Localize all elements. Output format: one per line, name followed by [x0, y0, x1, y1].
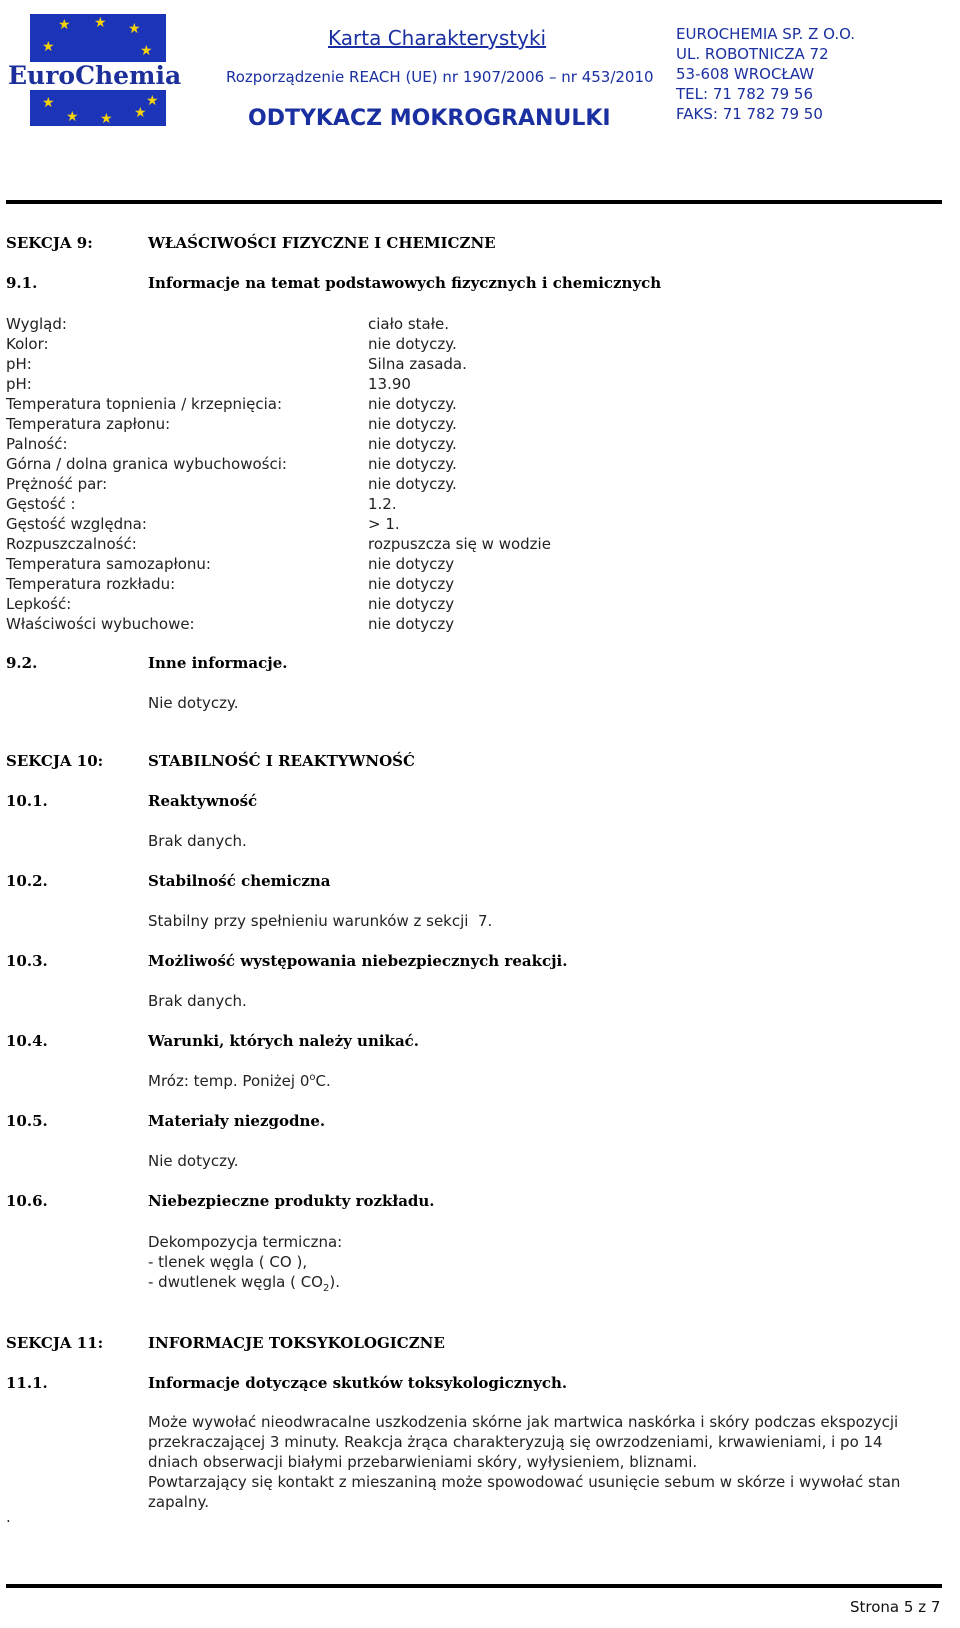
- decomposition-line: - dwutlenek węgla ( $CO_2$).: [148, 1273, 340, 1294]
- subsection-10-6-text: [148, 1232, 342, 1299]
- subsection-10-1-number: 10.1.: [6, 792, 48, 810]
- subsection-10-4-number: 10.4.: [6, 1032, 48, 1050]
- property-label: Właściwości wybuchowe:: [6, 615, 195, 633]
- subsection-11-1-title: Informacje dotyczące skutków toksykologicznych.: [148, 1374, 568, 1392]
- page-number: Strona 5 z 7: [850, 1598, 941, 1616]
- footer-divider: [6, 1584, 942, 1588]
- subsection-10-5-text: Nie dotyczy.: [148, 1152, 239, 1170]
- subsection-10-5-title: Materiały niezgodne.: [148, 1112, 326, 1130]
- subsection-10-6-number: 10.6.: [6, 1192, 48, 1210]
- property-value: nie dotyczy.: [368, 475, 457, 493]
- section-10-number: SEKCJA 10:: [6, 752, 104, 770]
- property-value: nie dotyczy: [368, 595, 455, 613]
- subsection-10-3-title: Możliwość występowania niebezpiecznych reakcji.: [148, 952, 568, 970]
- property-label: Temperatura samozapłonu:: [6, 555, 211, 573]
- logo-star-icon: ★: [58, 17, 71, 33]
- property-value: rozpuszcza się w wodzie: [368, 535, 551, 553]
- logo-star-icon: ★: [66, 109, 79, 125]
- property-label: Gęstość względna:: [6, 515, 147, 533]
- logo-text: EuroChemia: [6, 62, 198, 90]
- subsection-10-1-title: Reaktywność: [148, 792, 258, 810]
- property-label: pH:: [6, 375, 32, 393]
- section-11-number: SEKCJA 11:: [6, 1334, 104, 1352]
- logo-star-icon: ★: [94, 15, 107, 31]
- company-city: 53-608 WROCŁAW: [676, 65, 815, 83]
- property-value: nie dotyczy.: [368, 415, 457, 433]
- product-name: ODTYKACZ MOKROGRANULKI: [248, 106, 611, 131]
- toxicology-paragraph-2: Powtarzający się kontakt z mieszaniną może spowodować usunięcie sebum w skórze i wywołać stan zapalny.: [148, 1473, 901, 1511]
- company-street: UL. ROBOTNICZA 72: [676, 45, 829, 63]
- subsection-9-2-number: 9.2.: [6, 654, 38, 672]
- company-name: EUROCHEMIA SP. Z O.O.: [676, 25, 856, 43]
- property-value: nie dotyczy: [368, 615, 455, 633]
- stray-dot: .: [6, 1508, 11, 1526]
- logo-star-icon: ★: [42, 39, 55, 55]
- property-value: nie dotyczy.: [368, 435, 457, 453]
- property-value: Silna zasada.: [368, 355, 467, 373]
- eurochemia-logo: [6, 12, 186, 128]
- property-value: > 1.: [368, 515, 400, 533]
- decomposition-line: Dekompozycja termiczna:: [148, 1233, 343, 1251]
- logo-star-icon: ★: [140, 43, 153, 59]
- logo-star-icon: ★: [146, 93, 159, 109]
- subsection-10-4-title: Warunki, których należy unikać.: [148, 1032, 420, 1050]
- section-9-number: SEKCJA 9:: [6, 234, 93, 252]
- decomposition-line: - tlenek węgla ( CO ),: [148, 1253, 308, 1271]
- property-value: nie dotyczy.: [368, 395, 457, 413]
- header-divider: [6, 200, 942, 204]
- property-label: Palność:: [6, 435, 68, 453]
- property-label: Lepkość:: [6, 595, 72, 613]
- subsection-10-1-text: Brak danych.: [148, 832, 247, 850]
- subsection-10-2-number: 10.2.: [6, 872, 48, 890]
- subsection-10-3-number: 10.3.: [6, 952, 48, 970]
- company-phone: TEL: 71 782 79 56: [676, 85, 814, 103]
- property-label: Prężność par:: [6, 475, 108, 493]
- toxicology-paragraph-1: Może wywołać nieodwracalne uszkodzenia skórne jak martwica naskórka i skóry podczas ekspozycji przekraczającej 3 minuty. Reakcja żrąca charakteryzują się owrzodzeniami, krwawieniami, i po 14 dniach obserwacji białymi przebarwieniami skóry, wyłysieniem, bliznami.: [148, 1413, 899, 1471]
- company-fax: FAKS: 71 782 79 50: [676, 105, 823, 123]
- subsection-9-2-title: Inne informacje.: [148, 654, 288, 672]
- property-value: nie dotyczy.: [368, 335, 457, 353]
- section-10-title: STABILNOŚĆ I REAKTYWNOŚĆ: [148, 752, 415, 770]
- subsection-9-1-title: Informacje na temat podstawowych fizycznych i chemicznych: [148, 274, 662, 292]
- subsection-10-2-title: Stabilność chemiczna: [148, 872, 331, 890]
- subsection-9-1-number: 9.1.: [6, 274, 38, 292]
- property-label: Temperatura topnienia / krzepnięcia:: [6, 395, 283, 413]
- subsection-10-6-title: Niebezpieczne produkty rozkładu.: [148, 1192, 435, 1210]
- subsection-10-3-text: Brak danych.: [148, 992, 247, 1010]
- section-11-title: INFORMACJE TOKSYKOLOGICZNE: [148, 1334, 445, 1352]
- logo-star-icon: ★: [128, 21, 141, 37]
- regulation-text: Rozporządzenie REACH (UE) nr 1907/2006 – nr 453/2010: [226, 68, 654, 86]
- subsection-9-2-text: Nie dotyczy.: [148, 694, 239, 712]
- logo-star-icon: ★: [100, 111, 113, 127]
- logo-star-icon: ★: [134, 105, 147, 121]
- property-label: Temperatura zapłonu:: [6, 415, 171, 433]
- property-value: nie dotyczy: [368, 575, 455, 593]
- subsection-10-4-text: Mróz: temp. Poniżej 0$^o$C.: [148, 1072, 331, 1090]
- property-label: Kolor:: [6, 335, 49, 353]
- property-label: Wygląd:: [6, 315, 67, 333]
- doc-title: Karta Charakterystyki: [328, 26, 547, 50]
- subsection-10-2-text: Stabilny przy spełnieniu warunków z sekcji 7.: [148, 912, 493, 930]
- section-9-title: WŁAŚCIWOŚCI FIZYCZNE I CHEMICZNE: [148, 234, 496, 252]
- property-value: nie dotyczy: [368, 555, 455, 573]
- property-value: ciało stałe.: [368, 315, 449, 333]
- property-label: Górna / dolna granica wybuchowości:: [6, 455, 287, 473]
- property-label: Gęstość :: [6, 495, 76, 513]
- property-value: 1.2.: [368, 495, 397, 513]
- subsection-11-1-number: 11.1.: [6, 1374, 48, 1392]
- subsection-10-5-number: 10.5.: [6, 1112, 48, 1130]
- logo-star-icon: ★: [42, 95, 55, 111]
- property-label: Rozpuszczalność:: [6, 535, 137, 553]
- property-value: 13.90: [368, 375, 411, 393]
- property-label: Temperatura rozkładu:: [6, 575, 176, 593]
- company-address: [676, 24, 855, 124]
- property-label: pH:: [6, 355, 32, 373]
- property-value: nie dotyczy.: [368, 455, 457, 473]
